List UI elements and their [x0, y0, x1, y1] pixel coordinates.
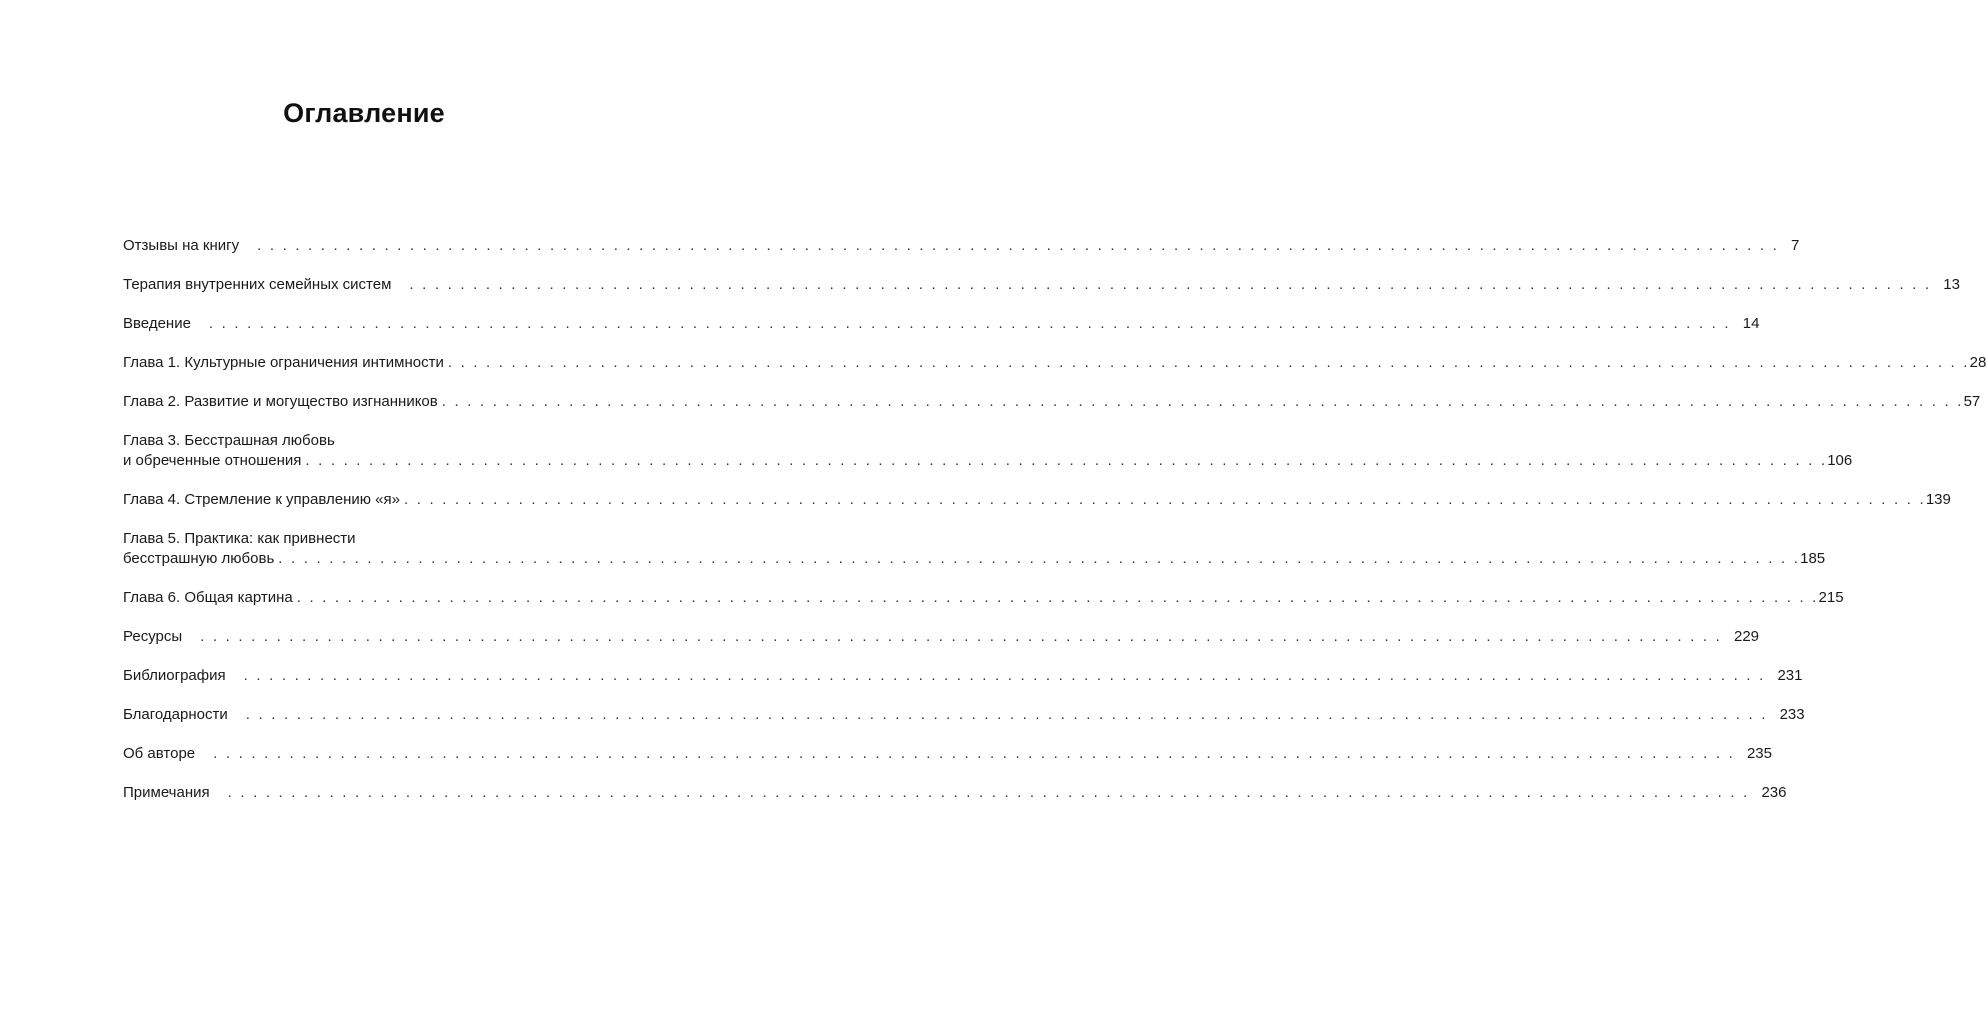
toc-entry[interactable]: [123, 705, 1805, 725]
toc-entry[interactable]: [123, 236, 1800, 256]
toc-entry-row: [123, 666, 1803, 686]
toc-entry-page-number: 229: [1733, 628, 1760, 645]
dot-leader: . . . . . . . . . . . . . . . . . . . . . . . . . . . . . . . . . . . . . . . . . . . . . . . . . . . . . . . . . . . . . . . . . . . . . . . . . . . . . . . . . . . . . . . . . . . . . . . . . . . . . . . . . . . . . . . . . . . . . . . .: [200, 628, 1722, 645]
toc-entry[interactable]: [123, 744, 1772, 764]
toc-entry-page-number: 7: [1790, 237, 1800, 254]
toc-entry-title: Глава 6. Общая картина: [123, 589, 293, 606]
dot-leader: . . . . . . . . . . . . . . . . . . . . . . . . . . . . . . . . . . . . . . . . . . . . . . . . . . . . . . . . . . . . . . . . . . . . . . . . . . . . . . . . . . . . . . . . . . . . . . . . . . . . . . . . . . . . . . . . . . . . . . . .: [305, 452, 1828, 469]
toc-entry[interactable]: [123, 431, 1853, 471]
toc-entry-title-line1: Глава 3. Бесстрашная любовь: [123, 432, 335, 449]
dot-leader: . . . . . . . . . . . . . . . . . . . . . . . . . . . . . . . . . . . . . . . . . . . . . . . . . . . . . . . . . . . . . . . . . . . . . . . . . . . . . . . . . . . . . . . . . . . . . . . . . . . . . . . . . . . . . . . . . . . . . . . .: [403, 491, 1926, 508]
toc-entry[interactable]: [123, 783, 1787, 803]
toc-entry[interactable]: [123, 392, 1981, 412]
dot-leader: . . . . . . . . . . . . . . . . . . . . . . . . . . . . . . . . . . . . . . . . . . . . . . . . . . . . . . . . . . . . . . . . . . . . . . . . . . . . . . . . . . . . . . . . . . . . . . . . . . . . . . . . . . . . . . . . . . . . . . . .: [227, 784, 1750, 801]
table-of-contents: [123, 236, 1986, 822]
toc-entry-title: Об авторе: [123, 745, 196, 762]
toc-entry-title-line1: Глава 5. Практика: как привнести: [123, 530, 356, 547]
toc-entry-page-number: 13: [1943, 276, 1960, 293]
toc-entry-row: [123, 353, 1986, 373]
toc-entry-row: [123, 549, 1826, 569]
dot-leader: . . . . . . . . . . . . . . . . . . . . . . . . . . . . . . . . . . . . . . . . . . . . . . . . . . . . . . . . . . . . . . . . . . . . . . . . . . . . . . . . . . . . . . . . . . . . . . . . . . . . . . . . . . . . . . . . . . . . . . . .: [208, 315, 1731, 332]
toc-entry-title: Введение: [123, 315, 191, 332]
toc-entry-row: [123, 744, 1772, 764]
toc-entry-page-number: 215: [1818, 589, 1844, 606]
toc-entry-row: [123, 627, 1760, 647]
toc-entry-title: Глава 1. Культурные ограничения интимности: [123, 354, 444, 371]
toc-entry-page-number: 28: [1969, 354, 1986, 371]
toc-entry[interactable]: [123, 627, 1760, 647]
toc-entry[interactable]: [123, 588, 1844, 608]
dot-leader: . . . . . . . . . . . . . . . . . . . . . . . . . . . . . . . . . . . . . . . . . . . . . . . . . . . . . . . . . . . . . . . . . . . . . . . . . . . . . . . . . . . . . . . . . . . . . . . . . . . . . . . . . . . . . . . . . . . . . . . .: [447, 354, 1970, 371]
toc-entry-title: Библиография: [123, 667, 226, 684]
toc-entry-row: [123, 783, 1787, 803]
toc-entry-page-number: 233: [1779, 706, 1805, 723]
toc-entry-page-number: 185: [1800, 550, 1826, 567]
toc-entry-title: Отзывы на книгу: [123, 237, 240, 254]
toc-entry-row: [123, 392, 1981, 412]
dot-leader: . . . . . . . . . . . . . . . . . . . . . . . . . . . . . . . . . . . . . . . . . . . . . . . . . . . . . . . . . . . . . . . . . . . . . . . . . . . . . . . . . . . . . . . . . . . . . . . . . . . . . . . . . . . . . . . . . . . . . . . .: [245, 706, 1768, 723]
dot-leader: . . . . . . . . . . . . . . . . . . . . . . . . . . . . . . . . . . . . . . . . . . . . . . . . . . . . . . . . . . . . . . . . . . . . . . . . . . . . . . . . . . . . . . . . . . . . . . . . . . . . . . . . . . . . . . . . . . . . . . . .: [409, 276, 1932, 293]
toc-entry-row: [123, 588, 1844, 608]
toc-entry-title: Ресурсы: [123, 628, 183, 645]
toc-entry-title: Благодарности: [123, 706, 228, 723]
toc-entry-title: Примечания: [123, 784, 210, 801]
toc-entry-title: Глава 2. Развитие и могущество изгнанников: [123, 393, 438, 410]
toc-entry[interactable]: [123, 275, 1960, 295]
dot-leader: . . . . . . . . . . . . . . . . . . . . . . . . . . . . . . . . . . . . . . . . . . . . . . . . . . . . . . . . . . . . . . . . . . . . . . . . . . . . . . . . . . . . . . . . . . . . . . . . . . . . . . . . . . . . . . . . . . . . . . . .: [257, 237, 1779, 254]
dot-leader: . . . . . . . . . . . . . . . . . . . . . . . . . . . . . . . . . . . . . . . . . . . . . . . . . . . . . . . . . . . . . . . . . . . . . . . . . . . . . . . . . . . . . . . . . . . . . . . . . . . . . . . . . . . . . . . . . . . . . . . .: [296, 589, 1819, 606]
toc-entry[interactable]: [123, 529, 1826, 569]
toc-entry[interactable]: [123, 490, 1951, 510]
toc-entry-title: бесстрашную любовь: [123, 550, 275, 567]
toc-entry[interactable]: [123, 666, 1803, 686]
toc-entry-row: [123, 314, 1760, 334]
toc-entry-page-number: 14: [1742, 315, 1760, 332]
toc-entry-page-number: 57: [1963, 393, 1981, 410]
dot-leader: . . . . . . . . . . . . . . . . . . . . . . . . . . . . . . . . . . . . . . . . . . . . . . . . . . . . . . . . . . . . . . . . . . . . . . . . . . . . . . . . . . . . . . . . . . . . . . . . . . . . . . . . . . . . . . . . . . . . . . . .: [243, 667, 1766, 684]
toc-entry-page-number: 231: [1777, 667, 1803, 684]
toc-entry[interactable]: [123, 314, 1760, 334]
toc-entry-title: Терапия внутренних семейных систем: [123, 276, 392, 293]
toc-entry-row: [123, 236, 1800, 256]
toc-entry-page-number: 106: [1827, 452, 1853, 469]
dot-leader: . . . . . . . . . . . . . . . . . . . . . . . . . . . . . . . . . . . . . . . . . . . . . . . . . . . . . . . . . . . . . . . . . . . . . . . . . . . . . . . . . . . . . . . . . . . . . . . . . . . . . . . . . . . . . . . . . . . . . . . .: [441, 393, 1964, 410]
toc-entry-title: и обреченные отношения: [123, 452, 302, 469]
toc-entry-row: [123, 490, 1951, 510]
toc-entry-title: Глава 4. Стремление к управлению «я»: [123, 491, 400, 508]
dot-leader: . . . . . . . . . . . . . . . . . . . . . . . . . . . . . . . . . . . . . . . . . . . . . . . . . . . . . . . . . . . . . . . . . . . . . . . . . . . . . . . . . . . . . . . . . . . . . . . . . . . . . . . . . . . . . . . . . . . . . . . .: [213, 745, 1735, 762]
toc-entry[interactable]: [123, 353, 1986, 373]
toc-entry-page-number: 236: [1761, 784, 1787, 801]
toc-entry-row: [123, 275, 1960, 295]
toc-entry-page-number: 139: [1925, 491, 1951, 508]
page-title: Оглавление: [283, 98, 445, 128]
toc-entry-row: [123, 705, 1805, 725]
toc-entry-page-number: 235: [1746, 745, 1772, 762]
toc-entry-row: [123, 451, 1853, 471]
dot-leader: . . . . . . . . . . . . . . . . . . . . . . . . . . . . . . . . . . . . . . . . . . . . . . . . . . . . . . . . . . . . . . . . . . . . . . . . . . . . . . . . . . . . . . . . . . . . . . . . . . . . . . . . . . . . . . . . . . . . . . . .: [278, 550, 1801, 567]
